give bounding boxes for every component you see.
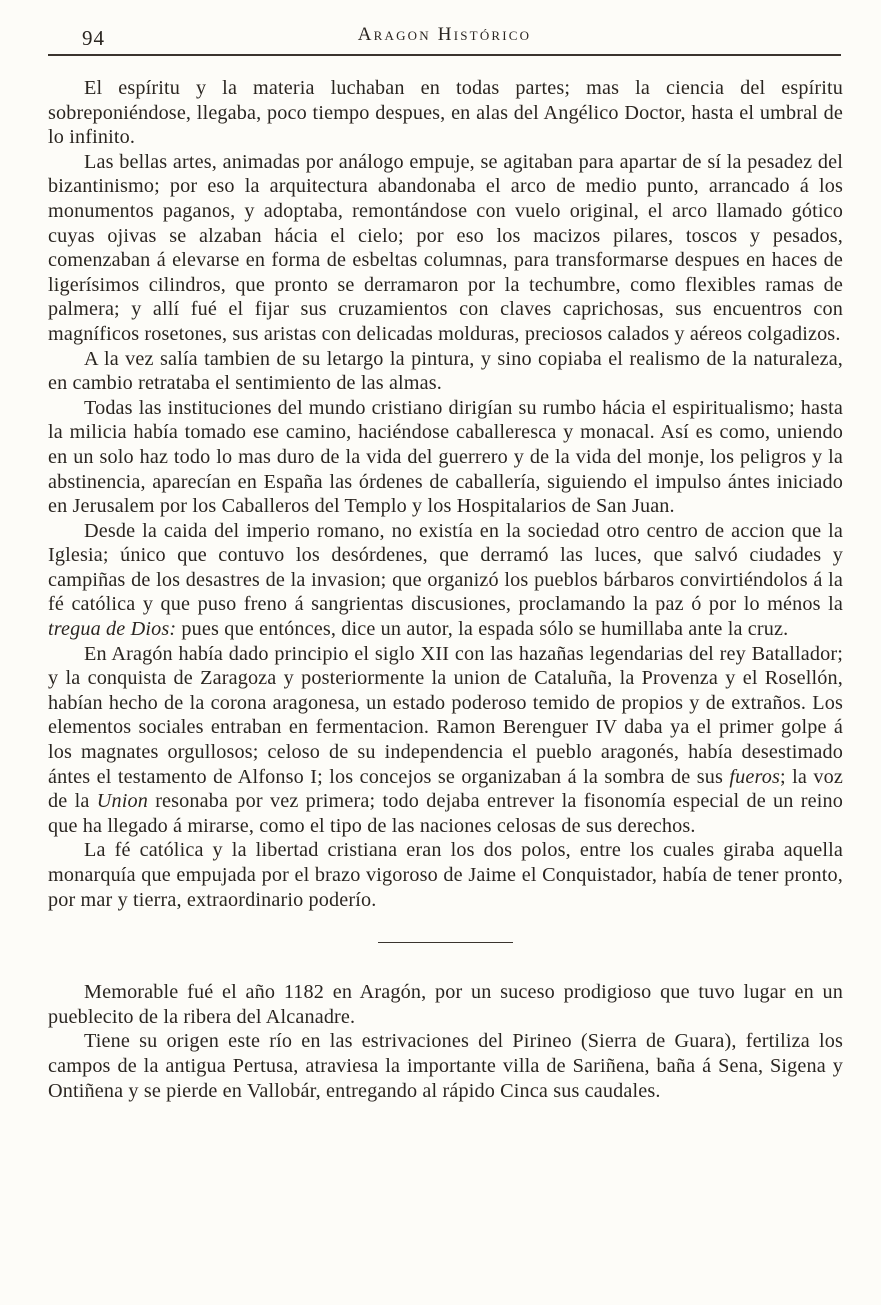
header-rule xyxy=(48,54,841,56)
paragraph: Tiene su origen este río en las estrivaciones del Pirineo (Sierra de Guara), fertiliza los campos de la antigua Pertusa, atraviesa la importante villa de Sariñena, baña á Sena, Sigena y Ontiñena y se pierde en Vallobár, entregando al rápido Cinca sus caudales. xyxy=(48,1030,843,1102)
page-body xyxy=(48,76,843,1103)
paragraph: Las bellas artes, animadas por análogo empuje, se agitaban para apartar de sí la pesadez del bizantinismo; por eso la arquitectura abandonaba el arco de medio punto, arrancado á los monumentos paganos, y adoptaba, remontándose con vuelo original, el arco llamado gótico cuyas ojivas se alzaban hácia el cielo; por eso los macizos pilares, toscos y pesados, comenzaban á elevarse en forma de esbeltas columnas, para transformarse despues en haces de ligerísimos cilindros, que pronto se derramaron por la techumbre, como flexibles ramas de palmera; y allí fué el fijar sus cruzamientos con claves caprichosas, sus encuentros con magníficos rosetones, sus aristas con delicadas molduras, preciosos calados y aéreos colgadizos. xyxy=(48,150,843,345)
paragraph: A la vez salía tambien de su letargo la pintura, y sino copiaba el realismo de la naturaleza, en cambio retrataba el sentimiento de las almas. xyxy=(48,347,843,395)
page-number: 94 xyxy=(82,26,105,50)
paragraph-text: pues que entónces, dice un autor, la espada sólo se humillaba ante la cruz. xyxy=(181,618,789,641)
paragraph-text: ; la voz de la xyxy=(48,765,843,813)
italic-word: fueros xyxy=(729,765,781,788)
paragraph: El espíritu y la materia luchaban en todas partes; mas la ciencia del espíritu sobreponiéndose, llegaba, poco tiempo despues, en alas del Angélico Doctor, hasta el umbral de lo infinito. xyxy=(48,77,843,149)
section-separator xyxy=(378,942,513,943)
paragraph-text: resonaba por vez primera; todo dejaba entrever la fisonomía especial de un reino que ha llegado á mirarse, como el tipo de las naciones celosas de sus derechos. xyxy=(48,790,844,837)
paragraph-text: En Aragón había dado principio el siglo XII con las hazañas legendarias del rey Batallador; y la conquista de Zaragoza y posteriormente la union de Cataluña, la Provenza y el Rosellón, habían hecho de la corona aragonesa, un estado poderoso temido de propios y de extraños. Los elementos sociales entraban en fermentacion. Ramon Berenguer IV daba ya el primer golpe á los magnates orgullosos; celoso de su independencia el pueblo aragonés, había desestimado ántes el testamento de Alfonso I; los concejos se organizaban á la sombra de sus xyxy=(48,642,843,788)
paragraph xyxy=(48,642,843,839)
paragraph: Todas las instituciones del mundo cristiano dirigían su rumbo hácia el espiritualismo; hasta la milicia había tomado ese camino, haciéndose caballeresca y monacal. Así es como, uniendo en un solo haz todo lo mas duro de la vida del guerrero y de la vida del monje, los peligros y la abstinencia, aparecían en España las órdenes de caballería, siguiendo el impulso ántes iniciado en Jerusalem por los Caballeros del Templo y los Hospitalarios de San Juan. xyxy=(48,396,843,518)
paragraph: La fé católica y la libertad cristiana eran los dos polos, entre los cuales giraba aquella monarquía que empujada por el brazo vigoroso de Jaime el Conquistador, había de tener pronto, por mar y tierra, extraordinario poderío. xyxy=(48,839,843,911)
italic-word: Union xyxy=(96,790,148,813)
page-header xyxy=(48,22,841,52)
paragraph: Memorable fué el año 1182 en Aragón, por un suceso prodigioso que tuvo lugar en un pueblecito de la ribera del Alcanadre. xyxy=(48,981,843,1028)
paragraph-text: Desde la caida del imperio romano, no existía en la sociedad otro centro de accion que la Iglesia; único que contuvo los desórdenes, que derramó las luces, que salvó ciudades y campiñas de los desastres de la invasion; que organizó los pueblos bárbaros convirtiéndolos á la fé católica y que puso freno á sangrientas discusiones, proclamando la paz ó por lo ménos la xyxy=(48,519,843,616)
paragraph xyxy=(48,519,843,642)
running-title: Aragon Histórico xyxy=(357,24,532,45)
italic-phrase: tregua de Dios: xyxy=(48,618,177,641)
